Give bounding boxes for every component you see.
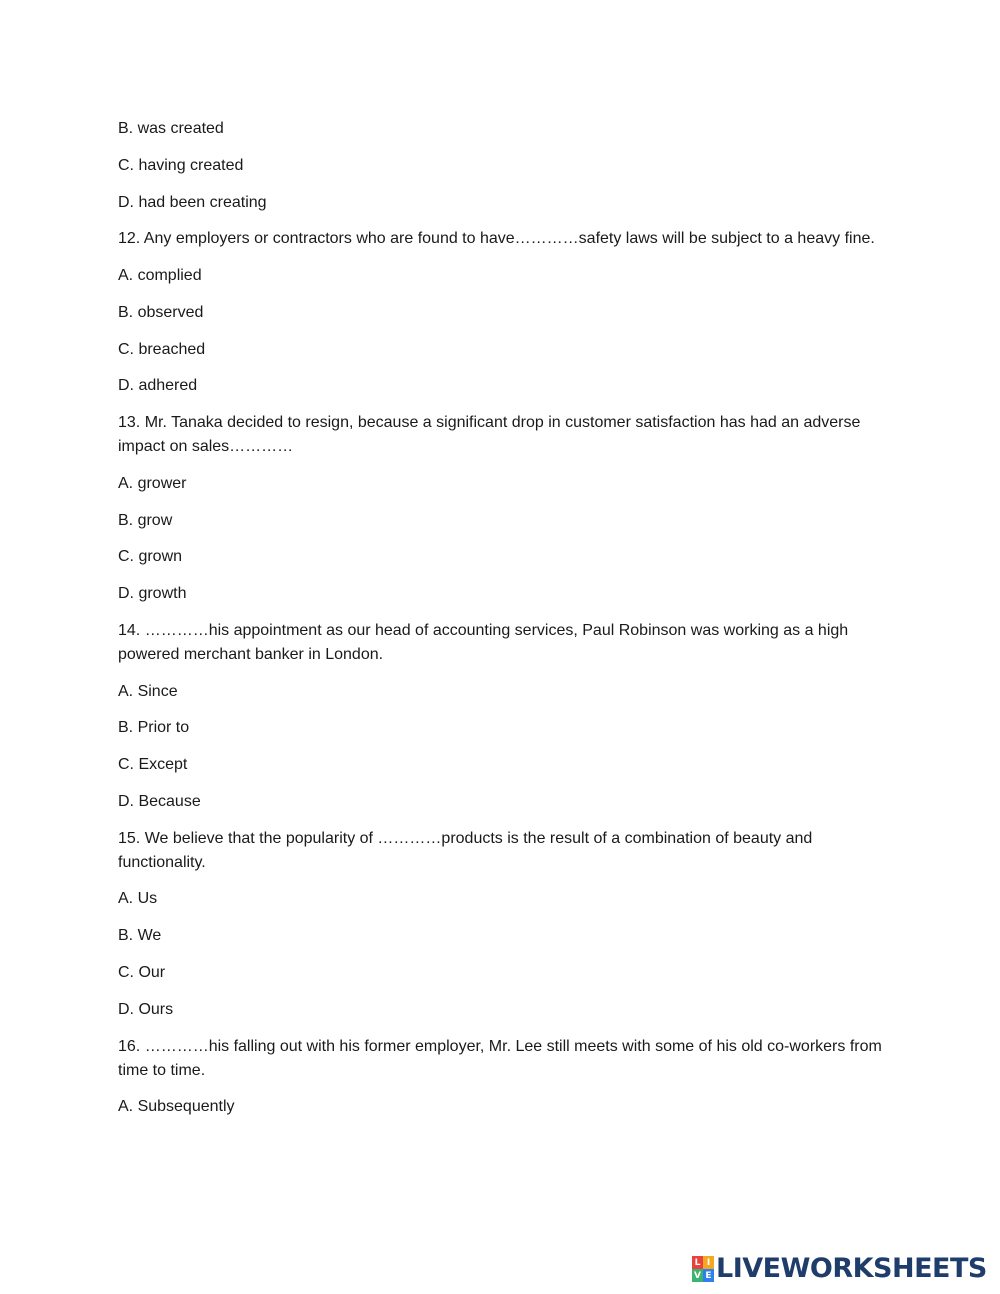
question-text: 12. Any employers or contractors who are found to have…………safety laws will be subject to a heavy fine. <box>118 230 875 248</box>
liveworksheets-logo-icon <box>692 1256 714 1282</box>
answer-option: B. was created <box>118 120 224 137</box>
logo-mark-tile: L <box>692 1256 703 1269</box>
answer-option: C. breached <box>118 340 206 358</box>
question-text: 15. We believe that the popularity of …………products is the result of a combination of beauty and functionality. <box>118 829 813 871</box>
answer-option: B. Prior to <box>118 719 190 737</box>
answer-option: A. Us <box>118 890 158 908</box>
answer-option: C. Except <box>118 756 188 774</box>
question-text: 13. Mr. Tanaka decided to resign, because a significant drop in customer satisfaction has had an adverse impact on sales………… <box>118 414 861 456</box>
question-text: 16. …………his falling out with his former employer, Mr. Lee still meets with some of his old co-workers from time to time. <box>118 1037 882 1079</box>
answer-option: D. Because <box>118 792 201 810</box>
answer-option: B. We <box>118 927 162 945</box>
answer-option: D. adhered <box>118 377 198 395</box>
answer-option: C. Our <box>118 963 166 981</box>
logo-mark-tile: I <box>703 1256 714 1269</box>
logo-mark-tile: V <box>692 1269 703 1282</box>
answer-option: A. complied <box>118 266 202 284</box>
answer-option: A. Subsequently <box>118 1098 235 1116</box>
logo-mark-tile: E <box>703 1269 714 1282</box>
answer-option: C. having created <box>118 156 244 174</box>
answer-option: C. grown <box>118 548 183 566</box>
answer-option: A. grower <box>118 474 187 492</box>
answer-option: B. grow <box>118 511 173 529</box>
answer-option: B. observed <box>118 303 204 321</box>
answer-option: D. had been creating <box>118 193 267 211</box>
question-text: 14. …………his appointment as our head of accounting services, Paul Robinson was working as a high powered merchant banker in London. <box>118 621 849 663</box>
logo-text: LIVEWORKSHEETS <box>716 1253 987 1284</box>
answer-option: D. growth <box>118 585 187 603</box>
liveworksheets-logo <box>692 1253 987 1285</box>
answer-option: A. Since <box>118 682 178 700</box>
answer-option: D. Ours <box>118 1000 174 1018</box>
worksheet-content <box>118 117 888 1132</box>
